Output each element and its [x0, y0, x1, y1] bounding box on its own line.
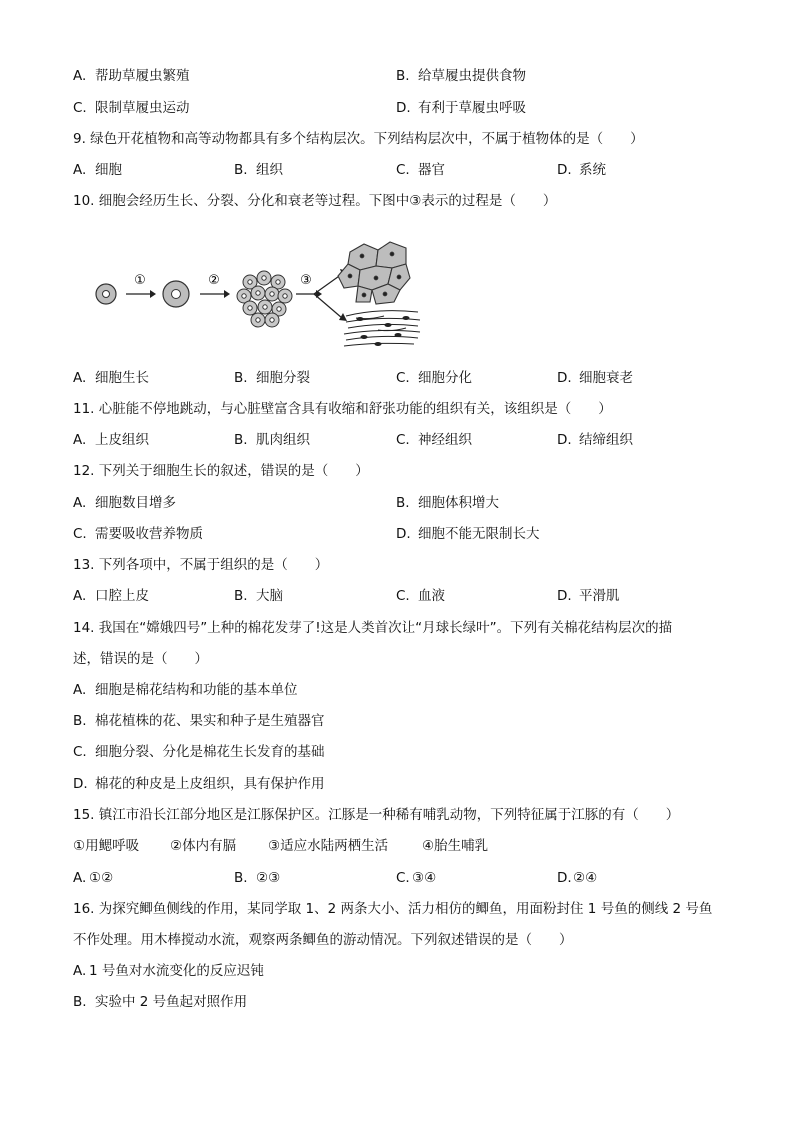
single-cell-icon: [96, 284, 116, 304]
option-text: 细胞数目增多: [95, 495, 176, 511]
option-text: 棉花植株的花、果实和种子是生殖器官: [95, 713, 325, 729]
q12-option-c: [73, 525, 203, 543]
q9-stem: 9. 绿色开花植物和高等动物都具有多个结构层次。下列结构层次中，不属于植物体的是（ ）: [73, 131, 644, 147]
option-text: 细胞分化: [418, 370, 472, 386]
q14-stem-line2: 述，错误的是（ ）: [73, 651, 208, 667]
option-letter: B.: [234, 370, 248, 386]
option-text: ②③: [256, 870, 281, 886]
q16-option-a: [73, 962, 264, 980]
option-text: 细胞生长: [95, 370, 149, 386]
option-letter: C.: [73, 100, 87, 116]
option-text: 细胞衰老: [579, 370, 633, 386]
option-text: 组织: [256, 162, 283, 178]
q14-option-a: [73, 681, 298, 699]
fiber-tissue-icon: [344, 311, 420, 346]
q12-option-a: [73, 494, 176, 512]
q10-stem: 10. 细胞会经历生长、分裂、分化和衰老等过程。下图中③表示的过程是（ ）: [73, 193, 557, 209]
epithelial-tissue-icon: [338, 242, 410, 304]
option-text: 细胞: [95, 162, 122, 178]
option-text: 系统: [579, 162, 606, 178]
q16-stem-line1: 16. 为探究鲫鱼侧线的作用，某同学取 1、2 两条大小、活力相仿的鲫鱼，用面粉封住 1 号鱼的侧线 2 号鱼: [73, 901, 713, 917]
option-text: 细胞分裂、分化是棉花生长发育的基础: [95, 744, 325, 760]
q14-stem-line1: 14. 我国在“嫦娥四号”上种的棉花发芽了!这是人类首次让“月球长绿叶”。下列有关棉花结构层次的描: [73, 620, 673, 636]
option-text: 实验中 2 号鱼起对照作用: [95, 994, 248, 1010]
q11-option-d: [557, 431, 633, 449]
option-letter: A.: [73, 682, 87, 698]
q9-option-c: [396, 161, 445, 179]
option-letter: C.: [396, 588, 410, 604]
option-letter: B.: [73, 713, 87, 729]
option-text: 神经组织: [418, 432, 472, 448]
arrow-1-icon: [126, 290, 156, 298]
q11-stem: 11. 心脏能不停地跳动，与心脏壁富含具有收缩和舒张功能的组织有关，该组织是（ ）: [73, 401, 612, 417]
option-letter: A.: [73, 162, 87, 178]
option-letter: B.: [234, 162, 248, 178]
option-text: 细胞分裂: [256, 370, 310, 386]
q13-option-a: [73, 587, 149, 605]
option-letter: D.: [396, 526, 411, 542]
q9-option-b: [234, 161, 283, 179]
label-1: ①: [134, 273, 146, 288]
arrow-2-icon: [200, 290, 230, 298]
grown-cell-icon: [163, 281, 189, 307]
option-text: 1 号鱼对水流变化的反应迟钝: [89, 963, 264, 979]
option-text: 给草履虫提供食物: [418, 68, 526, 84]
cell-process-diagram: [88, 238, 428, 356]
q15-item-2: ②体内有膈: [170, 838, 237, 854]
q8-option-a: [73, 67, 190, 85]
option-text: 帮助草履虫繁殖: [95, 68, 190, 84]
q16-option-b: [73, 993, 247, 1011]
option-text: 上皮组织: [95, 432, 149, 448]
option-letter: C.: [396, 870, 410, 886]
option-letter: C.: [73, 526, 87, 542]
cell-cluster-icon: [237, 271, 292, 327]
option-letter: B.: [234, 588, 248, 604]
q12-option-d: [396, 525, 540, 543]
option-letter: C.: [73, 744, 87, 760]
q9-option-d: [557, 161, 606, 179]
q11-option-a: [73, 431, 149, 449]
option-text: 口腔上皮: [95, 588, 149, 604]
q16-stem-line2: 不作处理。用木棒搅动水流，观察两条鲫鱼的游动情况。下列叙述错误的是（ ）: [73, 932, 573, 948]
option-letter: D.: [396, 100, 411, 116]
q10-option-d: [557, 369, 633, 387]
option-letter: A.: [73, 495, 87, 511]
q15-option-a: [73, 869, 113, 887]
option-letter: B.: [234, 870, 248, 886]
q15-item-4: ④胎生哺乳: [422, 838, 489, 854]
option-letter: D.: [73, 776, 88, 792]
option-letter: A.: [73, 370, 87, 386]
option-letter: A.: [73, 870, 87, 886]
option-text: 限制草履虫运动: [95, 100, 190, 116]
q14-option-b: [73, 712, 325, 730]
option-text: 结缔组织: [579, 432, 633, 448]
q8-option-d: [396, 99, 526, 117]
option-text: ③④: [412, 870, 437, 886]
option-letter: B.: [234, 432, 248, 448]
q11-option-c: [396, 431, 472, 449]
option-letter: D.: [557, 370, 572, 386]
option-letter: C.: [396, 162, 410, 178]
option-text: 需要吸收营养物质: [95, 526, 203, 542]
q8-option-b: [396, 67, 526, 85]
q12-stem: 12. 下列关于细胞生长的叙述，错误的是（ ）: [73, 463, 369, 479]
q10-option-b: [234, 369, 310, 387]
option-text: 平滑肌: [579, 588, 620, 604]
q15-option-b: [234, 869, 280, 887]
option-text: 细胞是棉花结构和功能的基本单位: [95, 682, 298, 698]
option-letter: D.: [557, 870, 572, 886]
q15-option-d: [557, 869, 597, 887]
option-text: 大脑: [256, 588, 283, 604]
option-letter: A.: [73, 588, 87, 604]
option-letter: A.: [73, 68, 87, 84]
option-letter: A.: [73, 432, 87, 448]
q11-option-b: [234, 431, 310, 449]
q12-option-b: [396, 494, 499, 512]
q10-option-a: [73, 369, 149, 387]
option-letter: C.: [396, 432, 410, 448]
q15-stem: 15. 镇江市沿长江部分地区是江豚保护区。江豚是一种稀有哺乳动物，下列特征属于江豚的有（ ）: [73, 807, 680, 823]
option-text: 细胞体积增大: [418, 495, 499, 511]
option-text: ①②: [89, 870, 114, 886]
option-letter: B.: [73, 994, 87, 1010]
option-text: ②④: [573, 870, 598, 886]
label-2: ②: [208, 273, 220, 288]
label-3: ③: [300, 273, 312, 288]
q15-item-1: ①用鳃呼吸: [73, 838, 140, 854]
option-letter: B.: [396, 68, 410, 84]
q14-option-c: [73, 743, 325, 761]
q15-item-3: ③适应水陆两栖生活: [268, 838, 389, 854]
option-letter: D.: [557, 588, 572, 604]
option-text: 器官: [418, 162, 445, 178]
option-text: 肌肉组织: [256, 432, 310, 448]
q13-option-b: [234, 587, 283, 605]
q13-option-d: [557, 587, 620, 605]
q10-option-c: [396, 369, 472, 387]
option-text: 血液: [418, 588, 445, 604]
option-letter: B.: [396, 495, 410, 511]
option-letter: A.: [73, 963, 87, 979]
option-text: 棉花的种皮是上皮组织，具有保护作用: [95, 776, 325, 792]
option-letter: C.: [396, 370, 410, 386]
q9-option-a: [73, 161, 122, 179]
option-letter: D.: [557, 162, 572, 178]
q13-stem: 13. 下列各项中，不属于组织的是（ ）: [73, 557, 329, 573]
option-letter: D.: [557, 432, 572, 448]
q13-option-c: [396, 587, 445, 605]
q15-option-c: [396, 869, 436, 887]
option-text: 细胞不能无限制长大: [418, 526, 540, 542]
q14-option-d: [73, 775, 325, 793]
option-text: 有利于草履虫呼吸: [418, 100, 526, 116]
q8-option-c: [73, 99, 190, 117]
